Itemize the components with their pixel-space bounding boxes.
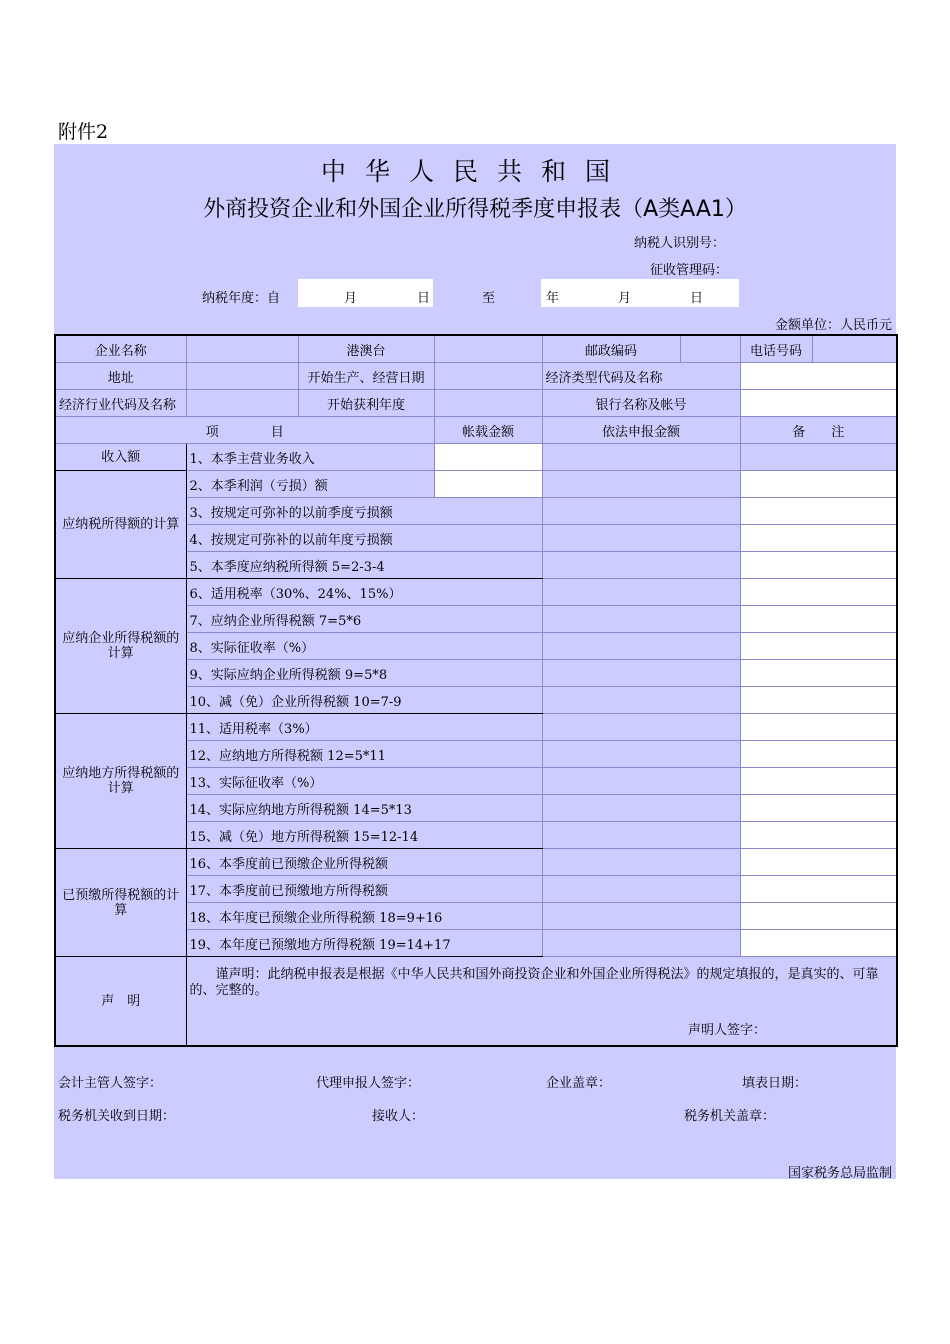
remarks-cell[interactable] (740, 660, 897, 687)
item-header: 项 目 (55, 417, 434, 444)
prepaid-group-label: 已预缴所得税额的计算 (55, 849, 186, 957)
bank-field[interactable] (740, 390, 897, 417)
row-label: 15、减（免）地方所得税额 15=12-14 (186, 822, 542, 849)
phone-field[interactable] (812, 335, 897, 363)
remarks-cell[interactable] (740, 822, 897, 849)
row-label: 13、实际征收率（%） (186, 768, 542, 795)
table-row (55, 579, 897, 606)
remarks-cell[interactable] (740, 714, 897, 741)
received-date-label: 税务机关收到日期： (58, 1109, 176, 1124)
declared-amount-cell[interactable] (542, 660, 740, 687)
declared-amount-cell[interactable] (542, 606, 740, 633)
attachment-label: 附件2 (58, 121, 109, 143)
company-name-field[interactable] (186, 335, 298, 363)
declared-amount-cell[interactable] (542, 471, 740, 498)
declared-amount-cell[interactable] (542, 525, 740, 552)
industry-code-field[interactable] (186, 390, 298, 417)
collection-code-label: 征收管理码： (650, 263, 729, 278)
remarks-cell[interactable] (740, 768, 897, 795)
declaration-text: 谨声明：此纳税申报表是根据《中华人民共和国外商投资企业和外国企业所得税法》的规定填报的，是真实的、可靠的、完整的。 (189, 967, 879, 998)
row-label: 10、减（免）企业所得税额 10=7-9 (186, 687, 542, 714)
company-name-label: 企业名称 (55, 335, 186, 363)
row-label: 3、按规定可弥补的以前季度亏损额 (186, 498, 542, 525)
info-row (55, 390, 897, 417)
row-label: 17、本季度前已预缴地方所得税额 (186, 876, 542, 903)
row-label: 14、实际应纳地方所得税额 14=5*13 (186, 795, 542, 822)
income-group-label: 收入额 (55, 444, 186, 471)
column-header-row (55, 417, 897, 444)
declaration-label: 声 明 (55, 957, 186, 1047)
declared-amount-cell[interactable] (542, 687, 740, 714)
profit-year-field[interactable] (434, 390, 542, 417)
declared-amount-cell[interactable] (542, 876, 740, 903)
table-row (55, 471, 897, 498)
tax-year-from-field[interactable] (298, 279, 433, 307)
declared-amount-cell[interactable] (542, 903, 740, 930)
info-row (55, 363, 897, 390)
row-label: 4、按规定可弥补的以前年度亏损额 (186, 525, 542, 552)
declaration-row (55, 957, 897, 1047)
declared-amount-cell[interactable] (542, 579, 740, 606)
remarks-cell[interactable] (740, 930, 897, 957)
address-field[interactable] (186, 363, 298, 390)
remarks-cell[interactable] (740, 876, 897, 903)
row-label: 18、本年度已预缴企业所得税额 18=9+16 (186, 903, 542, 930)
row-label: 1、本季主营业务收入 (186, 444, 434, 471)
remarks-cell[interactable] (740, 687, 897, 714)
remarks-cell[interactable] (740, 849, 897, 876)
taxpayer-id-label: 纳税人识别号： (634, 236, 726, 251)
form-title: 外商投资企业和外国企业所得税季度申报表（A类AA1） (203, 197, 747, 222)
enterprise-tax-group-label: 应纳企业所得税额的计算 (55, 579, 186, 714)
amount-unit-label: 金额单位：人民币元 (774, 318, 892, 333)
receiver-label: 接收人： (372, 1109, 425, 1124)
declared-amount-cell[interactable] (542, 768, 740, 795)
row-label: 7、应纳企业所得税额 7=5*6 (186, 606, 542, 633)
fill-date-label: 填表日期： (742, 1076, 808, 1091)
row-label: 2、本季利润（亏损）额 (186, 471, 434, 498)
declared-amount-cell[interactable] (542, 633, 740, 660)
tax-year-month2: 月 (618, 291, 632, 306)
tax-year-month1: 月 (344, 291, 358, 306)
remarks-header: 备 注 (740, 417, 897, 444)
tax-year-year2: 年 (546, 291, 560, 306)
bank-label: 银行名称及帐号 (542, 390, 740, 417)
table-row (55, 849, 897, 876)
declared-amount-cell[interactable] (542, 714, 740, 741)
declared-amount-cell[interactable] (542, 822, 740, 849)
row-label: 6、适用税率（30%、24%、15%） (186, 579, 542, 606)
tax-year-label: 纳税年度：自 (202, 291, 281, 306)
remarks-cell[interactable] (740, 471, 897, 498)
row-label: 11、适用税率（3%） (186, 714, 542, 741)
row-label: 9、实际应纳企业所得税额 9=5*8 (186, 660, 542, 687)
remarks-cell[interactable] (740, 579, 897, 606)
info-row (55, 335, 897, 363)
declared-amount-cell[interactable] (542, 930, 740, 957)
remarks-cell[interactable] (740, 552, 897, 579)
declaration-table (54, 334, 898, 1047)
row-label: 12、应纳地方所得税额 12=5*11 (186, 741, 542, 768)
declared-amount-cell[interactable] (542, 552, 740, 579)
declared-amount-cell[interactable] (542, 444, 740, 471)
profit-year-label: 开始获利年度 (298, 390, 434, 417)
accountant-sign-label: 会计主管人签字： (58, 1076, 163, 1091)
local-tax-group-label: 应纳地方所得税额的计算 (55, 714, 186, 849)
phone-label: 电话号码 (740, 335, 812, 363)
tax-year-day1: 日 (417, 291, 431, 306)
declarant-sign-label: 声明人签字： (687, 1023, 766, 1038)
table-row (55, 714, 897, 741)
declared-amount-cell[interactable] (542, 795, 740, 822)
row-label: 19、本年度已预缴地方所得税额 19=14+17 (186, 930, 542, 957)
declared-amount-cell[interactable] (542, 741, 740, 768)
declared-amount-cell[interactable] (542, 498, 740, 525)
start-date-label: 开始生产、经营日期 (298, 363, 434, 390)
industry-code-label: 经济行业代码及名称 (55, 390, 186, 417)
start-date-field[interactable] (434, 363, 542, 390)
hk-macao-taiwan-label: 港澳台 (298, 335, 434, 363)
supervisor-label: 国家税务总局监制 (787, 1166, 892, 1181)
company-seal-label: 企业盖章： (546, 1076, 612, 1091)
hk-macao-taiwan-field[interactable] (434, 335, 542, 363)
form-title-country: 中华人民共和国 (320, 157, 629, 186)
remarks-cell[interactable] (740, 795, 897, 822)
row-label: 5、本季度应纳税所得额 5=2-3-4 (186, 552, 542, 579)
remarks-cell[interactable] (740, 606, 897, 633)
tax-year-to-field[interactable] (541, 279, 739, 307)
book-amount-cell[interactable] (434, 444, 542, 471)
taxable-income-group-label: 应纳税所得额的计算 (55, 471, 186, 579)
postal-code-label: 邮政编码 (542, 335, 680, 363)
econ-type-field[interactable] (740, 363, 897, 390)
tax-year-day2: 日 (690, 291, 704, 306)
book-amount-cell[interactable] (434, 471, 542, 498)
remarks-cell[interactable] (740, 633, 897, 660)
declared-amount-cell[interactable] (542, 849, 740, 876)
postal-code-field[interactable] (680, 335, 740, 363)
remarks-cell[interactable] (740, 903, 897, 930)
econ-type-label: 经济类型代码及名称 (542, 363, 740, 390)
book-amount-header: 帐载金额 (434, 417, 542, 444)
remarks-cell[interactable] (740, 741, 897, 768)
row-label: 16、本季度前已预缴企业所得税额 (186, 849, 542, 876)
tax-year-to: 至 (482, 291, 496, 306)
authority-seal-label: 税务机关盖章： (684, 1109, 776, 1124)
address-label: 地址 (55, 363, 186, 390)
table-row (55, 444, 897, 471)
remarks-cell[interactable] (740, 498, 897, 525)
remarks-cell[interactable] (740, 525, 897, 552)
declared-amount-header: 依法申报金额 (542, 417, 740, 444)
row-label: 8、实际征收率（%） (186, 633, 542, 660)
agent-sign-label: 代理申报人签字： (316, 1076, 421, 1091)
declaration-cell (186, 957, 897, 1047)
remarks-cell[interactable] (740, 444, 897, 471)
